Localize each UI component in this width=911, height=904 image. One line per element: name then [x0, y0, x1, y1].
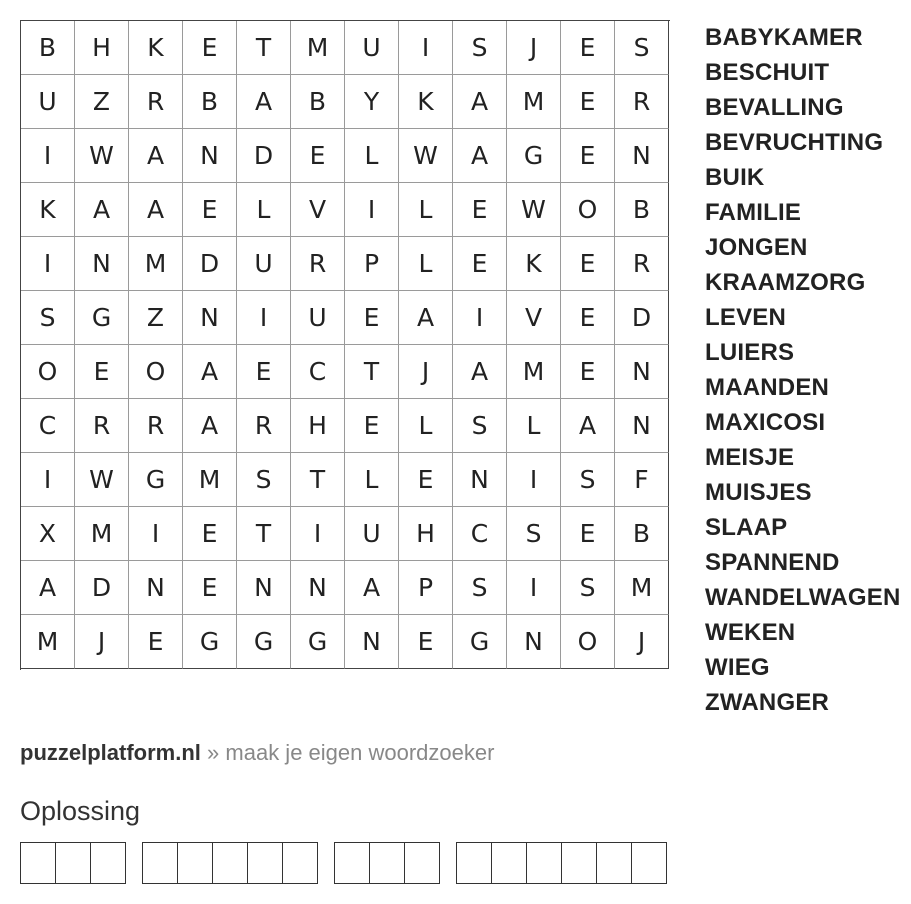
- solution-letter-box[interactable]: [335, 842, 370, 884]
- solution-letter-box[interactable]: [457, 842, 492, 884]
- grid-cell: H: [291, 399, 345, 453]
- grid-cell: Z: [75, 75, 129, 129]
- grid-cell: W: [507, 183, 561, 237]
- grid-cell: G: [291, 615, 345, 669]
- grid-cell: K: [21, 183, 75, 237]
- grid-cell: W: [75, 453, 129, 507]
- solution-letter-box[interactable]: [143, 842, 178, 884]
- solution-letter-box[interactable]: [632, 842, 667, 884]
- grid-cell: M: [291, 21, 345, 75]
- grid-cell: I: [345, 183, 399, 237]
- grid-cell: E: [561, 345, 615, 399]
- grid-cell: D: [615, 291, 669, 345]
- grid-cell: E: [561, 75, 615, 129]
- grid-cell: Z: [129, 291, 183, 345]
- word-list-item: MEISJE: [705, 444, 795, 471]
- grid-cell: V: [291, 183, 345, 237]
- grid-cell: I: [21, 453, 75, 507]
- word-list-item: MUISJES: [705, 479, 812, 506]
- grid-cell: N: [615, 345, 669, 399]
- grid-cell: E: [75, 345, 129, 399]
- grid-cell: I: [129, 507, 183, 561]
- grid-cell: A: [237, 75, 291, 129]
- solution-letter-box[interactable]: [178, 842, 213, 884]
- grid-cell: U: [345, 507, 399, 561]
- grid-cell: O: [561, 183, 615, 237]
- grid-cell: S: [21, 291, 75, 345]
- grid-cell: A: [75, 183, 129, 237]
- solution-word-group: [334, 842, 440, 884]
- word-list-item: SLAAP: [705, 514, 788, 541]
- grid-cell: N: [453, 453, 507, 507]
- grid-cell: E: [183, 183, 237, 237]
- grid-cell: I: [399, 21, 453, 75]
- grid-cell: O: [561, 615, 615, 669]
- word-list: [705, 20, 901, 720]
- word-list-item: MAANDEN: [705, 374, 830, 401]
- grid-cell: A: [561, 399, 615, 453]
- grid-cell: A: [129, 129, 183, 183]
- grid-cell: E: [561, 21, 615, 75]
- site-link[interactable]: puzzelplatform.nl: [20, 740, 201, 765]
- grid-cell: P: [345, 237, 399, 291]
- grid-cell: X: [21, 507, 75, 561]
- solution-letter-box[interactable]: [21, 842, 56, 884]
- grid-cell: E: [345, 399, 399, 453]
- grid-cell: A: [453, 129, 507, 183]
- grid-cell: G: [237, 615, 291, 669]
- solution-letter-box[interactable]: [527, 842, 562, 884]
- grid-cell: E: [291, 129, 345, 183]
- grid-cell: L: [399, 399, 453, 453]
- grid-cell: E: [345, 291, 399, 345]
- solution-letter-box[interactable]: [56, 842, 91, 884]
- grid-cell: K: [507, 237, 561, 291]
- grid-cell: U: [21, 75, 75, 129]
- grid-cell: D: [183, 237, 237, 291]
- word-list-item: JONGEN: [705, 234, 808, 261]
- grid-cell: G: [129, 453, 183, 507]
- grid-cell: W: [75, 129, 129, 183]
- grid-cell: M: [183, 453, 237, 507]
- grid-cell: A: [453, 75, 507, 129]
- word-list-item: BEVRUCHTING: [705, 129, 884, 156]
- grid-cell: G: [507, 129, 561, 183]
- tagline: maak je eigen woordzoeker: [225, 740, 495, 765]
- grid-cell: S: [615, 21, 669, 75]
- grid-cell: Y: [345, 75, 399, 129]
- grid-cell: B: [615, 507, 669, 561]
- grid-cell: E: [453, 237, 507, 291]
- grid-cell: W: [399, 129, 453, 183]
- grid-cell: N: [75, 237, 129, 291]
- grid-cell: D: [75, 561, 129, 615]
- grid-cell: B: [291, 75, 345, 129]
- grid-cell: S: [507, 507, 561, 561]
- grid-cell: I: [21, 129, 75, 183]
- word-list-item: LUIERS: [705, 339, 795, 366]
- grid-cell: N: [291, 561, 345, 615]
- grid-cell: R: [615, 75, 669, 129]
- grid-cell: H: [75, 21, 129, 75]
- word-list-item: SPANNEND: [705, 549, 840, 576]
- grid-cell: I: [291, 507, 345, 561]
- grid-cell: R: [615, 237, 669, 291]
- solution-letter-box[interactable]: [405, 842, 440, 884]
- word-list-item: ZWANGER: [705, 689, 830, 716]
- grid-cell: E: [129, 615, 183, 669]
- grid-cell: S: [453, 21, 507, 75]
- grid-cell: A: [453, 345, 507, 399]
- grid-cell: N: [507, 615, 561, 669]
- grid-cell: M: [75, 507, 129, 561]
- grid-cell: A: [345, 561, 399, 615]
- solution-letter-box[interactable]: [562, 842, 597, 884]
- word-search-grid: [20, 20, 670, 670]
- grid-cell: R: [75, 399, 129, 453]
- word-list-item: BESCHUIT: [705, 59, 830, 86]
- grid-cell: T: [237, 507, 291, 561]
- grid-cell: I: [507, 453, 561, 507]
- grid-cell: I: [21, 237, 75, 291]
- word-list-item: BABYKAMER: [705, 24, 863, 51]
- grid-cell: T: [291, 453, 345, 507]
- grid-cell: E: [183, 21, 237, 75]
- grid-cell: S: [237, 453, 291, 507]
- grid-cell: U: [237, 237, 291, 291]
- solution-letter-box[interactable]: [248, 842, 283, 884]
- word-list-item: MAXICOSI: [705, 409, 826, 436]
- grid-cell: I: [453, 291, 507, 345]
- grid-cell: O: [129, 345, 183, 399]
- grid-cell: I: [237, 291, 291, 345]
- grid-cell: P: [399, 561, 453, 615]
- grid-cell: G: [453, 615, 507, 669]
- grid-cell: J: [507, 21, 561, 75]
- word-list-item: BUIK: [705, 164, 765, 191]
- grid-cell: T: [345, 345, 399, 399]
- grid-cell: N: [615, 129, 669, 183]
- grid-cell: E: [561, 507, 615, 561]
- word-list-item: WIEG: [705, 654, 770, 681]
- grid-cell: N: [615, 399, 669, 453]
- grid-cell: J: [75, 615, 129, 669]
- word-list-item: FAMILIE: [705, 199, 802, 226]
- grid-cell: E: [399, 615, 453, 669]
- grid-cell: S: [453, 399, 507, 453]
- solution-word-group: [20, 842, 126, 884]
- grid-cell: N: [345, 615, 399, 669]
- grid-cell: A: [399, 291, 453, 345]
- solution-letter-box[interactable]: [91, 842, 126, 884]
- grid-cell: C: [21, 399, 75, 453]
- grid-cell: E: [561, 291, 615, 345]
- solution-word-group: [142, 842, 318, 884]
- grid-cell: B: [21, 21, 75, 75]
- word-list-item: WANDELWAGEN: [705, 584, 901, 611]
- grid-cell: U: [345, 21, 399, 75]
- grid-cell: E: [561, 237, 615, 291]
- grid-cell: L: [237, 183, 291, 237]
- word-list-item: KRAAMZORG: [705, 269, 866, 296]
- solution-letter-box[interactable]: [283, 842, 318, 884]
- grid-cell: B: [183, 75, 237, 129]
- grid-cell: L: [399, 183, 453, 237]
- grid-cell: E: [453, 183, 507, 237]
- grid-cell: O: [21, 345, 75, 399]
- grid-cell: C: [453, 507, 507, 561]
- grid-cell: R: [129, 75, 183, 129]
- grid-cell: E: [561, 129, 615, 183]
- grid-cell: L: [345, 453, 399, 507]
- grid-cell: E: [399, 453, 453, 507]
- solution-letter-box[interactable]: [213, 842, 248, 884]
- grid-cell: E: [183, 561, 237, 615]
- grid-cell: N: [129, 561, 183, 615]
- grid-cell: A: [183, 345, 237, 399]
- grid-cell: I: [507, 561, 561, 615]
- grid-cell: R: [291, 237, 345, 291]
- grid-cell: D: [237, 129, 291, 183]
- grid-cell: M: [507, 345, 561, 399]
- grid-cell: N: [183, 291, 237, 345]
- grid-cell: G: [183, 615, 237, 669]
- grid-cell: H: [399, 507, 453, 561]
- solution-word-group: [456, 842, 667, 884]
- grid-cell: B: [615, 183, 669, 237]
- grid-cell: R: [129, 399, 183, 453]
- grid-cell: A: [183, 399, 237, 453]
- grid-cell: J: [615, 615, 669, 669]
- grid-cell: T: [237, 21, 291, 75]
- grid-cell: K: [399, 75, 453, 129]
- grid-cell: C: [291, 345, 345, 399]
- grid-cell: S: [453, 561, 507, 615]
- word-list-item: WEKEN: [705, 619, 796, 646]
- solution-letter-box[interactable]: [370, 842, 405, 884]
- grid-cell: F: [615, 453, 669, 507]
- separator: »: [207, 740, 220, 765]
- word-list-item: BEVALLING: [705, 94, 844, 121]
- grid-cell: N: [237, 561, 291, 615]
- solution-letter-box[interactable]: [597, 842, 632, 884]
- grid-cell: M: [129, 237, 183, 291]
- grid-cell: E: [183, 507, 237, 561]
- grid-cell: M: [21, 615, 75, 669]
- solution-letter-box[interactable]: [492, 842, 527, 884]
- grid-cell: K: [129, 21, 183, 75]
- grid-cell: U: [291, 291, 345, 345]
- grid-cell: A: [129, 183, 183, 237]
- grid-cell: G: [75, 291, 129, 345]
- grid-cell: R: [237, 399, 291, 453]
- grid-cell: A: [21, 561, 75, 615]
- grid-cell: M: [507, 75, 561, 129]
- grid-cell: M: [615, 561, 669, 615]
- grid-cell: S: [561, 453, 615, 507]
- grid-cell: L: [507, 399, 561, 453]
- grid-cell: J: [399, 345, 453, 399]
- grid-cell: S: [561, 561, 615, 615]
- grid-cell: L: [399, 237, 453, 291]
- grid-cell: N: [183, 129, 237, 183]
- solution-title: Oplossing: [20, 796, 141, 826]
- grid-cell: V: [507, 291, 561, 345]
- word-list-item: LEVEN: [705, 304, 787, 331]
- grid-cell: L: [345, 129, 399, 183]
- footer: [20, 740, 494, 766]
- grid-cell: E: [237, 345, 291, 399]
